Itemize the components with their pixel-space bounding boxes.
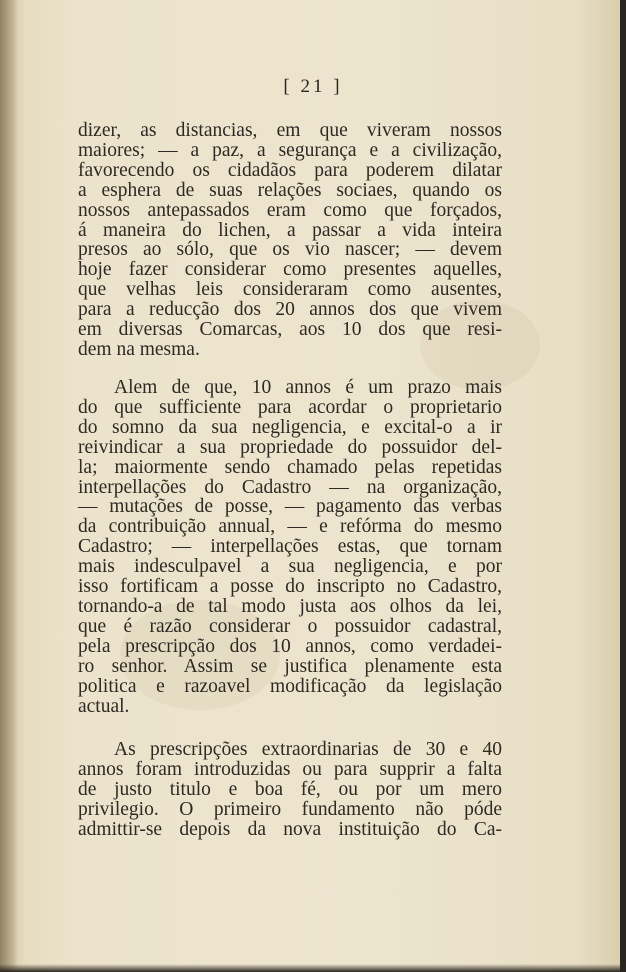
page-bottom-edge (0, 964, 626, 972)
page-right-edge (620, 0, 626, 972)
text-line: a esphera de suas relações sociaes, quando os (78, 179, 502, 201)
text-line: isso fortificam a posse do inscripto no Cadastro, (78, 576, 502, 598)
text-line: admittir-se depois da nova instituição do Ca- (78, 818, 502, 840)
text-line: ro senhor. Assim se justifica plenamente esta (78, 655, 502, 677)
text-line: As prescripções extraordinarias de 30 e 40 (114, 739, 502, 760)
text-line: mais indesculpavel a sua negligencia, e por (78, 556, 502, 578)
text-line: para a reducção dos 20 annos dos que vivem (78, 299, 502, 321)
text-line: de justo titulo e boa fé, ou por um mero (78, 778, 502, 800)
text-line: hoje fazer considerar como presentes aquelles, (78, 259, 502, 281)
text-line: pela prescripção dos 10 annos, como verdadei- (78, 635, 502, 657)
page-number: [ 21 ] (283, 76, 343, 97)
text-line: em diversas Comarcas, aos 10 dos que resi- (78, 319, 502, 341)
text-line: do que sufficiente para acordar o proprietario (78, 396, 502, 418)
text-line: reivindicar a sua propriedade do possuidor del- (78, 436, 502, 458)
paragraph-3 (78, 740, 502, 840)
text-line: nossos antepassados eram como que forçados, (78, 199, 502, 221)
text-line: Cadastro; — interpellações estas, que tornam (78, 536, 502, 558)
text-line: tornando-a de tal modo justa aos olhos da lei, (78, 595, 502, 617)
text-line: do somno da sua negligencia, e excital-o a ir (78, 416, 502, 438)
text-line: politica e razoavel modificação da legislação (78, 675, 502, 697)
text-line: da contribuição annual, — e refórma do mesmo (78, 516, 502, 538)
page-gutter-shadow (0, 0, 18, 972)
text-line: favorecendo os cidadãos para poderem dilatar (78, 159, 502, 181)
text-line: Alem de que, 10 annos é um prazo mais (114, 377, 502, 398)
paragraph-2 (78, 378, 502, 716)
text-line: que velhas leis consideraram como ausentes, (78, 279, 502, 301)
text-line: maiores; — a paz, a segurança e a civilização, (78, 139, 502, 161)
text-line: dem na mesma. (78, 338, 200, 360)
text-line: actual. (78, 695, 130, 717)
text-line: dizer, as distancias, em que viveram nossos (78, 120, 502, 141)
text-line: annos foram introduzidas ou para supprir a falta (78, 758, 502, 780)
text-line: á maneira do lichen, a passar a vida inteira (78, 219, 502, 241)
text-line: — mutações de posse, — pagamento das verbas (78, 496, 502, 518)
text-line: interpellações do Cadastro — na organização, (78, 476, 502, 498)
text-line: privilegio. O primeiro fundamento não póde (78, 798, 502, 820)
text-line: la; maiormente sendo chamado pelas repetidas (78, 456, 502, 478)
paragraph-1 (78, 121, 502, 360)
text-line: presos ao sólo, que os vio nascer; — devem (78, 239, 502, 261)
text-line: que é razão considerar o possuidor cadastral, (78, 615, 502, 637)
